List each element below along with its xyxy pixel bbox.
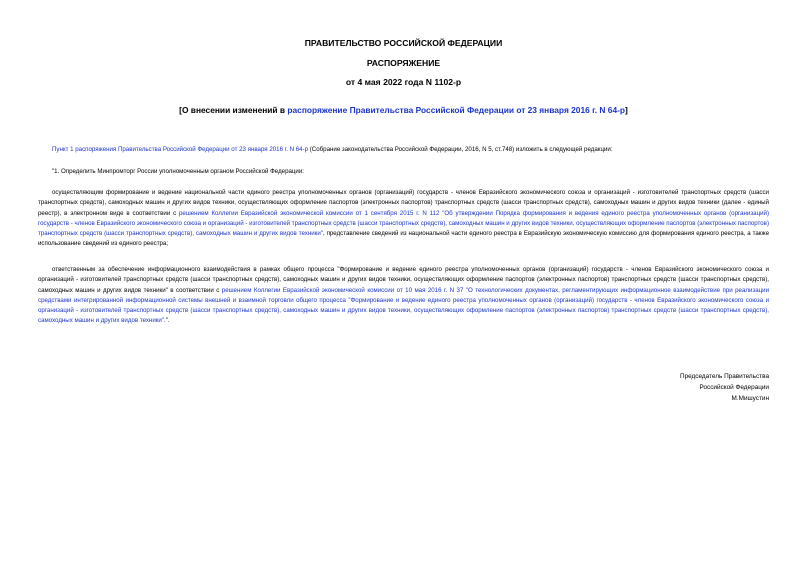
document-type-heading: РАСПОРЯЖЕНИЕ <box>366 58 441 68</box>
date-number-heading: от 4 мая 2022 года N 1102-р <box>345 77 462 87</box>
paragraph-3-text-2: , представление сведений из национальной части единого реестра в Евразийскую экономическую комиссию для формирования единого реестра, а также использование сведений из единого реестра; <box>38 230 769 248</box>
government-heading: ПРАВИТЕЛЬСТВО РОССИЙСКОЙ ФЕДЕРАЦИИ <box>304 38 503 48</box>
paragraph-1 <box>38 145 769 155</box>
document-title <box>0 105 807 116</box>
signature-name: М.Мишустин <box>731 395 769 402</box>
paragraph-4-link[interactable]: решением Коллегии Евразийской экономической комиссии от 10 мая 2016 г. N 37 "О технологических документах, регламентирующих информационное взаимодействие при реализации средствами интегрированной информационной системы внешней и взаимной торговли общего процесса "Формирование и ведение единого реестра уполномоченных органов (организаций) государств - членов Евразийского экономического союза и организаций - изготовителей транспортных средств (шасси транспортных средств), самоходных машин и других видов техники, осуществляющих оформление паспортов (электронных паспортов) транспортных средств (шасси транспортных средств), самоходных машин и других видов техники" <box>38 286 769 325</box>
paragraph-2 <box>38 167 769 177</box>
paragraph-1-text: (Собрание законодательства Российской Федерации, 2016, N 5, ст.748) изложить в следующей редакции: <box>308 146 613 153</box>
paragraph-2-text: "1. Определить Минпромторг России уполномоченным органом Российской Федерации: <box>52 168 304 175</box>
paragraph-3-link[interactable]: решением Коллегии Евразийской экономической комиссии от 1 сентября 2015 г. N 112 "Об утверждении Порядка формирования и ведения единого реестра уполномоченных органов (организаций) государств - членов Евразийского экономического союза и организаций - изготовителей транспортных средств (шасси транспортных средств), самоходных машин и других видов техники, осуществляющих оформление паспортов (электронных паспортов) транспортных средств (шасси транспортных средств), самоходных машин и других видов техники" <box>38 209 769 238</box>
title-suffix: ] <box>625 105 628 115</box>
paragraph-4-text-1: ответственным за обеспечение информационного взаимодействия в рамках общего процесса "Формирование и ведение единого реестра уполномоченных органов (организаций) государств - членов Евразийского экономического союза и организаций - изготовителей транспортных средств (шасси транспортных средств), самоходных машин и других видов техники, осуществляющих оформление паспортов (электронных паспортов) транспортных средств (шасси транспортных средств), самоходных машин и других видов техники" в соответствии с <box>38 266 769 294</box>
signature-country: Российской Федерации <box>699 384 769 391</box>
title-prefix: [О внесении изменений в <box>179 105 288 115</box>
paragraph-4-text-2: .". <box>164 317 170 325</box>
title-link[interactable]: распоряжение Правительства Российской Федерации от 23 января 2016 г. N 64-р <box>287 105 626 115</box>
paragraph-3-text-1: осуществляющим формирование и ведение национальной части единого реестра уполномоченных органов (организаций) государств - членов Евразийского экономического союза и организаций - изготовителей транспортных средств (шасси транспортных средств), самоходных машин и других видов техники, осуществляющих оформление паспортов (электронных паспортов) транспортных средств (шасси транспортных средств), самоходных машин и других видов техники (далее - единый реестр), в электронном виде в соответствии с <box>38 189 769 217</box>
paragraph-4 <box>38 265 769 327</box>
paragraph-3 <box>38 188 769 250</box>
paragraph-1-link[interactable]: Пункт 1 распоряжения Правительства Российской Федерации от 23 января 2016 г. N 64-р <box>52 146 309 153</box>
signature-position: Председатель Правительства <box>680 373 769 380</box>
